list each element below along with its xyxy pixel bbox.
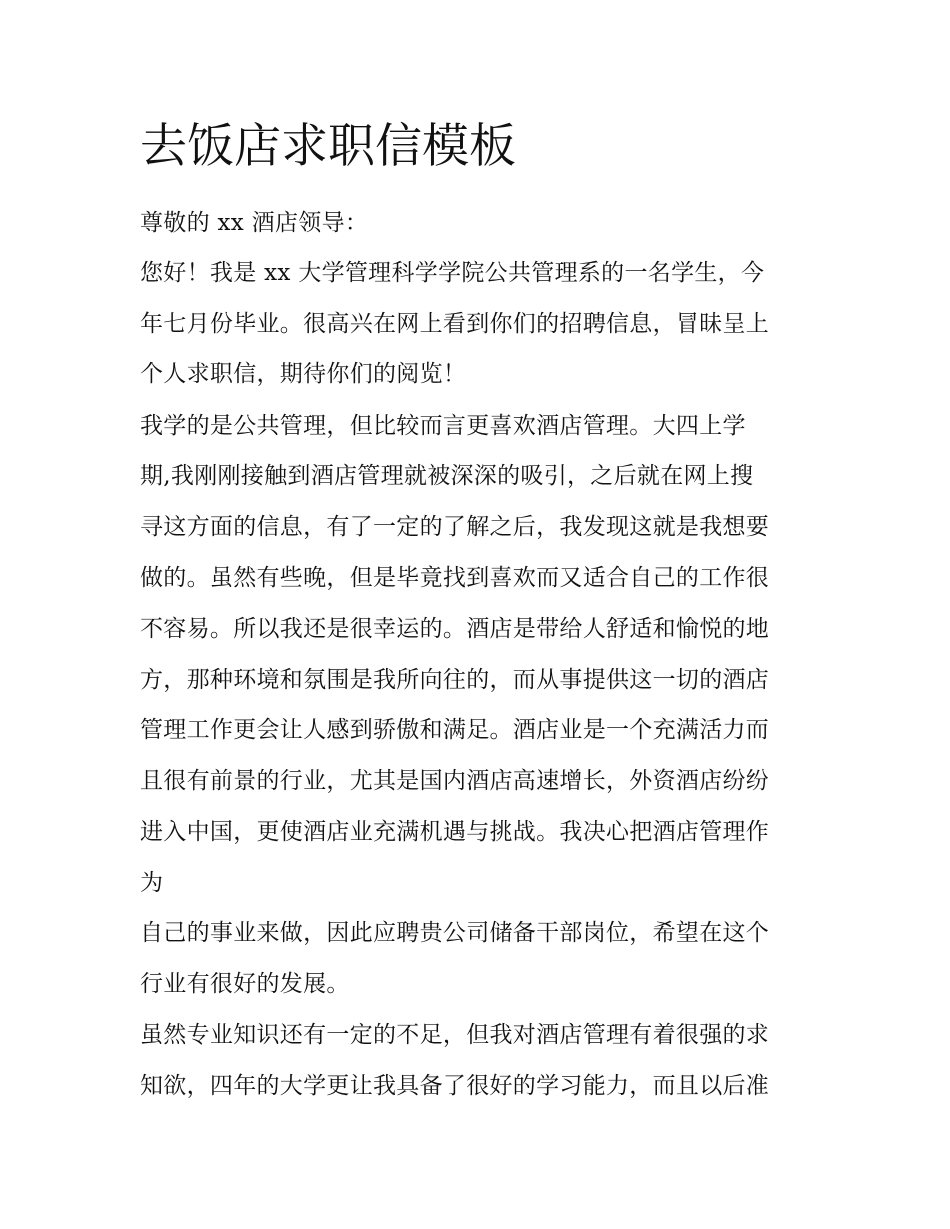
body-line: 知欲，四年的大学更让我具备了很好的学习能力，而且以后准 (140, 1073, 770, 1099)
body-line: 且很有前景的行业，尤其是国内酒店高速增长，外资酒店纷纷 (140, 768, 770, 794)
salutation-line: 尊敬的 xx 酒店领导： (140, 210, 369, 236)
body-line: 行业有很好的发展。 (140, 971, 350, 997)
body-line: 为 (140, 870, 164, 896)
body-line: 不容易。所以我还是很幸运的。酒店是带给人舒适和愉悦的地 (140, 616, 770, 642)
body-line: 年七月份毕业。很高兴在网上看到你们的招聘信息，冒昧呈上 (140, 311, 770, 337)
body-line: 自己的事业来做，因此应聘贵公司储备干部岗位，希望在这个 (140, 920, 770, 946)
body-line: 您好！我是 xx 大学管理科学学院公共管理系的一名学生，今 (140, 260, 765, 286)
document-title: 去饭店求职信模板 (140, 119, 516, 174)
body-line: 个人求职信，期待你们的阅览！ (140, 361, 467, 387)
body-line: 进入中国，更使酒店业充满机遇与挑战。我决心把酒店管理作 (140, 819, 770, 845)
body-line: 虽然专业知识还有一定的不足，但我对酒店管理有着很强的求 (140, 1022, 770, 1048)
body-line: 方，那种环境和氛围是我所向往的，而从事提供这一切的酒店 (140, 667, 770, 693)
body-line: 做的。虽然有些晚，但是毕竟找到喜欢而又适合自己的工作很 (140, 565, 770, 591)
body-line: 管理工作更会让人感到骄傲和满足。酒店业是一个充满活力而 (140, 717, 770, 743)
body-line: 我学的是公共管理，但比较而言更喜欢酒店管理。大四上学 (140, 413, 746, 439)
body-line: 期,我刚刚接触到酒店管理就被深深的吸引，之后就在网上搜 (140, 463, 754, 489)
body-line: 寻这方面的信息，有了一定的了解之后，我发现这就是我想要 (140, 514, 770, 540)
